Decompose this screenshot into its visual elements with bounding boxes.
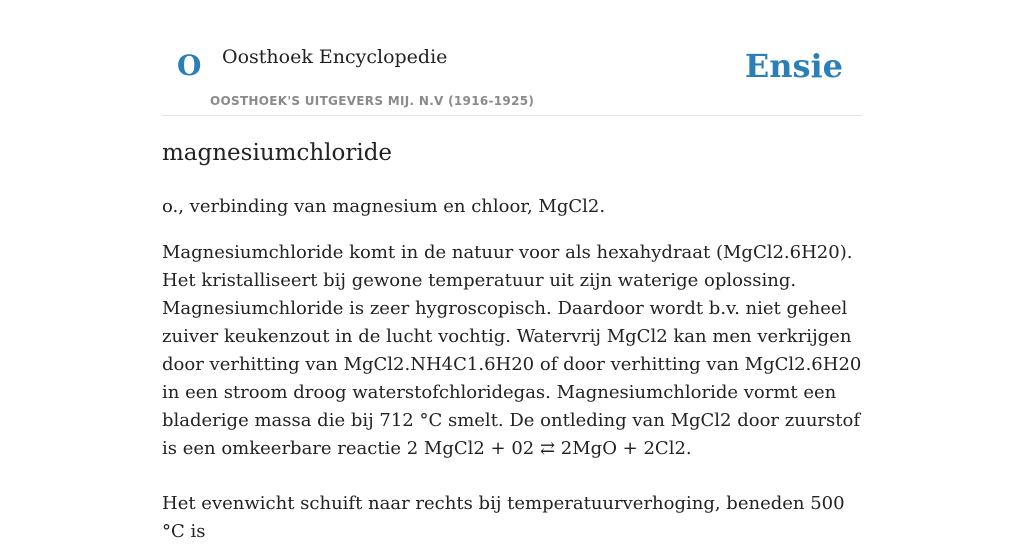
site-title[interactable]: Oosthoek Encyclopedie [222,46,448,68]
article-definition: o., verbinding van magnesium en chloor, MgCl2. [162,196,606,217]
site-logo[interactable]: O [177,49,202,82]
article-paragraph: Magnesiumchloride komt in de natuur voor als hexahydraat (MgCl2.6H20). Het kristalliseert bij gewone temperatuur uit zijn waterige oplossing. Magnesiumchloride is zeer hygroscopisch. Daardoor wordt b.v. niet geheel zuiver keukenzout in de lucht vochtig. Watervrij MgCl2 kan men verkrijgen door verhitting van MgCl2.NH4C1.6H20 of door verhitting van MgCl2.6H20 in een stroom droog waterstofchloridegas. Magnesiumchloride vormt een bladerige massa die bij 712 °C smelt. De ontleding van MgCl2 door zuurstof is een omkeerbare reactie 2 MgCl2 + 02 ⇄ 2MgO + 2Cl2. [162,242,862,459]
ensie-brand-link[interactable]: Ensie [744,47,843,85]
article-title: magnesiumchloride [162,140,393,166]
article-paragraph: Het evenwicht schuift naar rechts bij temperatuurverhoging, beneden 500 °C is [162,493,845,542]
page-container [162,0,862,542]
site-subtitle: OOSTHOEK'S UITGEVERS MIJ. N.V (1916-1925) [210,94,535,108]
site-header [162,0,862,116]
